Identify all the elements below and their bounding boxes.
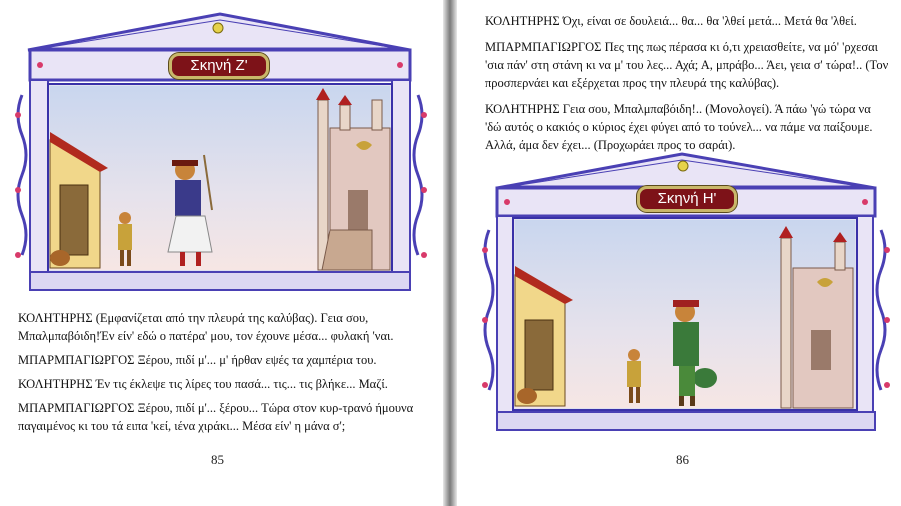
left-page	[0, 0, 443, 506]
right-page-number: 86	[676, 452, 689, 467]
left-paragraph-4: ΜΠΑΡΜΠΑΓΙΩΡΓΟΣ Ξέρου, πιδί μ'... ξέρου... Τώρα στον κυρ-τρανό ήμουνα παγαιμένος κι του τά ειπα 'κεί, ιένα χιράκι... Μέσα είν' η μάνα σ';	[18, 401, 414, 433]
right-stage-illustration	[457, 150, 901, 440]
left-paragraph-3: ΚΟΛΗΤΗΡΗΣ Έν τις έκλεψε τις λίρες του πασά... τις... τις βλήκε... Μαζί.	[18, 377, 388, 391]
left-paragraph-1: ΚΟΛΗΤΗΡΗΣ (Εμφανίζεται από την πλευρά της καλύβας). Γεια σου, Μπαλμπαβόιδη!Έν είν' εδώ ο πατέρα' μου, τον έχουνε μέσα... φυλακή 'ναι.	[18, 311, 394, 343]
left-page-number: 85	[211, 452, 224, 467]
book-gutter	[443, 0, 457, 506]
scene-frame-ornament	[0, 0, 443, 300]
right-paragraph-3: ΚΟΛΗΤΗΡΗΣ Γεια σου, Μπαλμπαβόιδη!.. (Μονολογεί). Ά πάω 'γώ τώρα να 'δώ αυτός ο κακιός ο κύριος έχει φύγει από το τούνελ... να πάμε να παίξουμε. Αλλά, άμα δεν έχει... (Προχωράει προς το σαράι).	[485, 102, 873, 152]
right-page	[457, 0, 901, 506]
right-paragraph-1: ΚΟΛΗΤΗΡΗΣ Όχι, είναι σε δουλειά... θα... θα 'λθεί μετά... Μετά θα 'λθεί.	[485, 14, 857, 28]
left-paragraph-2: ΜΠΑΡΜΠΑΓΙΩΡΓΟΣ Ξέρου, πιδί μ'... μ' ήρθαν εψές τα χαμπέρια του.	[18, 353, 377, 367]
right-paragraph-2: ΜΠΑΡΜΠΑΓΙΩΡΓΟΣ Πες της πως πέρασα κι ό,τι χρειασθείτε, να μό' 'ρχεσαι 'σια πάν' στη στάνη κι να μ' του λες... Αχά; Α, μπράβο... Άει, γεια σ' τώρα!.. (Τον προσπερνάει και εξέρχεται προς την πλευρά της καλύβας).	[485, 40, 889, 90]
scene-title-sign: Σκηνή Ζ'	[169, 53, 269, 79]
scene-title-sign: Σκηνή Η'	[637, 186, 737, 212]
left-stage-illustration	[0, 0, 443, 300]
